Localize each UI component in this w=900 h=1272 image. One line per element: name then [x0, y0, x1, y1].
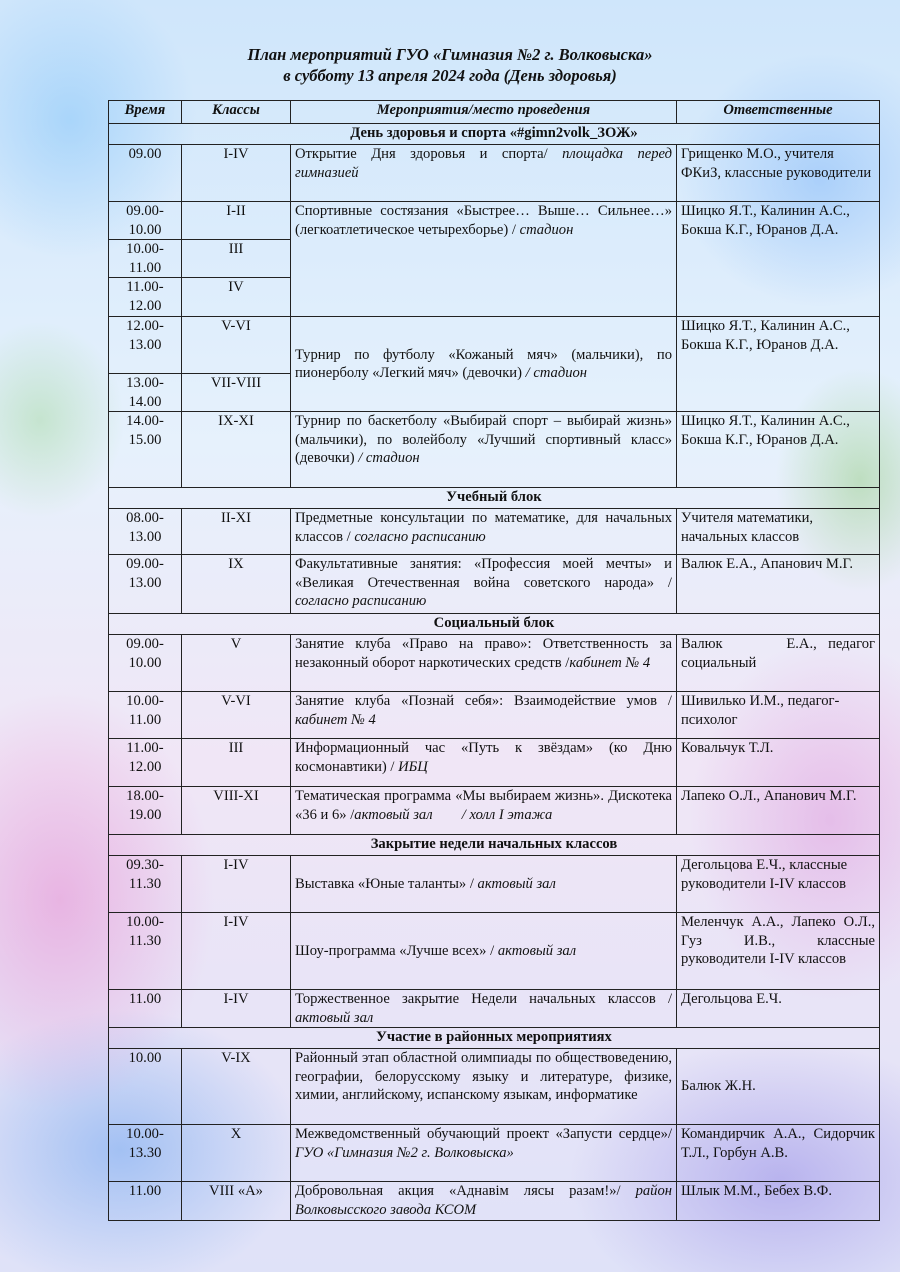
event-cell: Факультативные занятия: «Профессия моей мечты» и «Великая Отечественная война советского народа» / согласно расписанию	[291, 555, 677, 614]
table-row	[109, 990, 880, 1028]
responsible-cell: Меленчук А.А., Лапеко О.Л., Гуз И.В., классные руководители I-IV классов	[677, 913, 880, 990]
responsible-cell: Валюк Е.А., Апанович М.Г.	[677, 555, 880, 614]
table-row	[109, 787, 880, 835]
table-row	[109, 1182, 880, 1221]
event-cell: Турнир по баскетболу «Выбирай спорт – выбирай жизнь» (мальчики), по волейболу «Лучший спортивный класс» (девочки) / стадион	[291, 412, 677, 488]
table-row	[109, 555, 880, 614]
table-row	[109, 692, 880, 739]
classes-cell: I-IV	[182, 856, 291, 913]
classes-cell: V	[182, 635, 291, 692]
time-cell: 10.00-13.30	[109, 1125, 182, 1182]
table-row	[109, 412, 880, 488]
event-cell: Открытие Дня здоровья и спорта/ площадка перед гимназией	[291, 145, 677, 202]
section-row	[109, 488, 880, 509]
classes-cell: V-IX	[182, 1049, 291, 1125]
table-row	[109, 317, 880, 374]
time-cell: 09.30-11.30	[109, 856, 182, 913]
classes-cell: V-VI	[182, 692, 291, 739]
section-title: Учебный блок	[109, 488, 880, 509]
table-row	[109, 856, 880, 913]
table-row	[109, 1125, 880, 1182]
time-cell: 11.00-12.00	[109, 278, 182, 317]
time-cell: 09.00	[109, 145, 182, 202]
section-title: Участие в районных мероприятиях	[109, 1028, 880, 1049]
responsible-cell: Шицко Я.Т., Калинин А.С., Бокша К.Г., Юранов Д.А.	[677, 317, 880, 412]
table-row	[109, 509, 880, 555]
time-cell: 11.00-12.00	[109, 739, 182, 787]
section-row	[109, 835, 880, 856]
responsible-cell: Шивилько И.М., педагог-психолог	[677, 692, 880, 739]
time-cell: 09.00-10.00	[109, 635, 182, 692]
col-responsible-header: Ответственные	[677, 101, 880, 124]
header-row	[109, 101, 880, 124]
col-classes-header: Классы	[182, 101, 291, 124]
time-cell: 13.00-14.00	[109, 374, 182, 412]
page-title	[0, 44, 900, 86]
event-cell: Занятие клуба «Право на право»: Ответственность за незаконный оборот наркотических средств /кабинет № 4	[291, 635, 677, 692]
table-row	[109, 913, 880, 990]
section-title: Закрытие недели начальных классов	[109, 835, 880, 856]
table-row	[109, 1049, 880, 1125]
time-cell: 12.00-13.00	[109, 317, 182, 374]
schedule-table	[108, 100, 880, 1221]
classes-cell: IX	[182, 555, 291, 614]
responsible-cell: Шлык М.М., Бебех В.Ф.	[677, 1182, 880, 1221]
time-cell: 11.00	[109, 990, 182, 1028]
event-cell: Добровольная акция «Аднавім лясы разам!»/ район Волковысского завода КСОМ	[291, 1182, 677, 1221]
time-cell: 18.00-19.00	[109, 787, 182, 835]
table-row	[109, 202, 880, 240]
classes-cell: IV	[182, 278, 291, 317]
col-events-header: Мероприятия/место проведения	[291, 101, 677, 124]
classes-cell: III	[182, 240, 291, 278]
time-cell: 09.00-10.00	[109, 202, 182, 240]
table-row	[109, 145, 880, 202]
event-cell: Тематическая программа «Мы выбираем жизнь». Дискотека «36 и 6» /актовый зал / холл I этажа	[291, 787, 677, 835]
classes-cell: III	[182, 739, 291, 787]
classes-cell: I-II	[182, 202, 291, 240]
responsible-cell: Лапеко О.Л., Апанович М.Г.	[677, 787, 880, 835]
responsible-cell: Шицко Я.Т., Калинин А.С., Бокша К.Г., Юранов Д.А.	[677, 412, 880, 488]
event-cell: Межведомственный обучающий проект «Запусти сердце»/ ГУО «Гимназия №2 г. Волковыска»	[291, 1125, 677, 1182]
classes-cell: I-IV	[182, 913, 291, 990]
time-cell: 09.00-13.00	[109, 555, 182, 614]
event-cell: Турнир по футболу «Кожаный мяч» (мальчики), по пионерболу «Легкий мяч» (девочки) / стадион	[291, 317, 677, 412]
responsible-cell: Дегольцова Е.Ч.	[677, 990, 880, 1028]
event-cell: Районный этап областной олимпиады по обществоведению, географии, белорусскому языку и литературе, физике, химии, английскому, испанскому языкам, информатике	[291, 1049, 677, 1125]
time-cell: 14.00-15.00	[109, 412, 182, 488]
responsible-cell: Командирчик А.А., Сидорчик Т.Л., Горбун А.В.	[677, 1125, 880, 1182]
responsible-cell: Грищенко М.О., учителя ФКиЗ, классные руководители	[677, 145, 880, 202]
event-cell: Торжественное закрытие Недели начальных классов / актовый зал	[291, 990, 677, 1028]
responsible-cell: Шицко Я.Т., Калинин А.С., Бокша К.Г., Юранов Д.А.	[677, 202, 880, 317]
responsible-cell: Валюк Е.А., педагог социальный	[677, 635, 880, 692]
time-cell: 10.00	[109, 1049, 182, 1125]
event-cell: Информационный час «Путь к звёздам» (ко Дню космонавтики) / ИБЦ	[291, 739, 677, 787]
classes-cell: X	[182, 1125, 291, 1182]
col-time-header: Время	[109, 101, 182, 124]
classes-cell: II-XI	[182, 509, 291, 555]
time-cell: 10.00-11.30	[109, 913, 182, 990]
time-cell: 08.00-13.00	[109, 509, 182, 555]
classes-cell: VIII-XI	[182, 787, 291, 835]
responsible-cell: Дегольцова Е.Ч., классные руководители I-IV классов	[677, 856, 880, 913]
classes-cell: VII-VIII	[182, 374, 291, 412]
event-cell: Предметные консультации по математике, для начальных классов / согласно расписанию	[291, 509, 677, 555]
classes-cell: V-VI	[182, 317, 291, 374]
event-cell: Спортивные состязания «Быстрее… Выше… Сильнее…» (легкоатлетическое четырехборье) / стадион	[291, 202, 677, 317]
time-cell: 10.00-11.00	[109, 240, 182, 278]
classes-cell: I-IV	[182, 990, 291, 1028]
time-cell: 10.00-11.00	[109, 692, 182, 739]
responsible-cell: Балюк Ж.Н.	[677, 1049, 880, 1125]
section-row	[109, 124, 880, 145]
classes-cell: VIII «А»	[182, 1182, 291, 1221]
time-cell: 11.00	[109, 1182, 182, 1221]
responsible-cell: Ковальчук Т.Л.	[677, 739, 880, 787]
title-line-2: в субботу 13 апреля 2024 года (День здоровья)	[283, 66, 617, 85]
table-row	[109, 739, 880, 787]
section-title: День здоровья и спорта «#gimn2volk_ЗОЖ»	[109, 124, 880, 145]
event-cell: Выставка «Юные таланты» / актовый зал	[291, 856, 677, 913]
title-line-1: План мероприятий ГУО «Гимназия №2 г. Волковыска»	[247, 45, 653, 64]
classes-cell: IX-XI	[182, 412, 291, 488]
event-cell: Шоу-программа «Лучше всех» / актовый зал	[291, 913, 677, 990]
section-row	[109, 1028, 880, 1049]
event-cell: Занятие клуба «Познай себя»: Взаимодействие умов /кабинет № 4	[291, 692, 677, 739]
section-row	[109, 614, 880, 635]
table-row	[109, 635, 880, 692]
section-title: Социальный блок	[109, 614, 880, 635]
classes-cell: I-IV	[182, 145, 291, 202]
responsible-cell: Учителя математики, начальных классов	[677, 509, 880, 555]
